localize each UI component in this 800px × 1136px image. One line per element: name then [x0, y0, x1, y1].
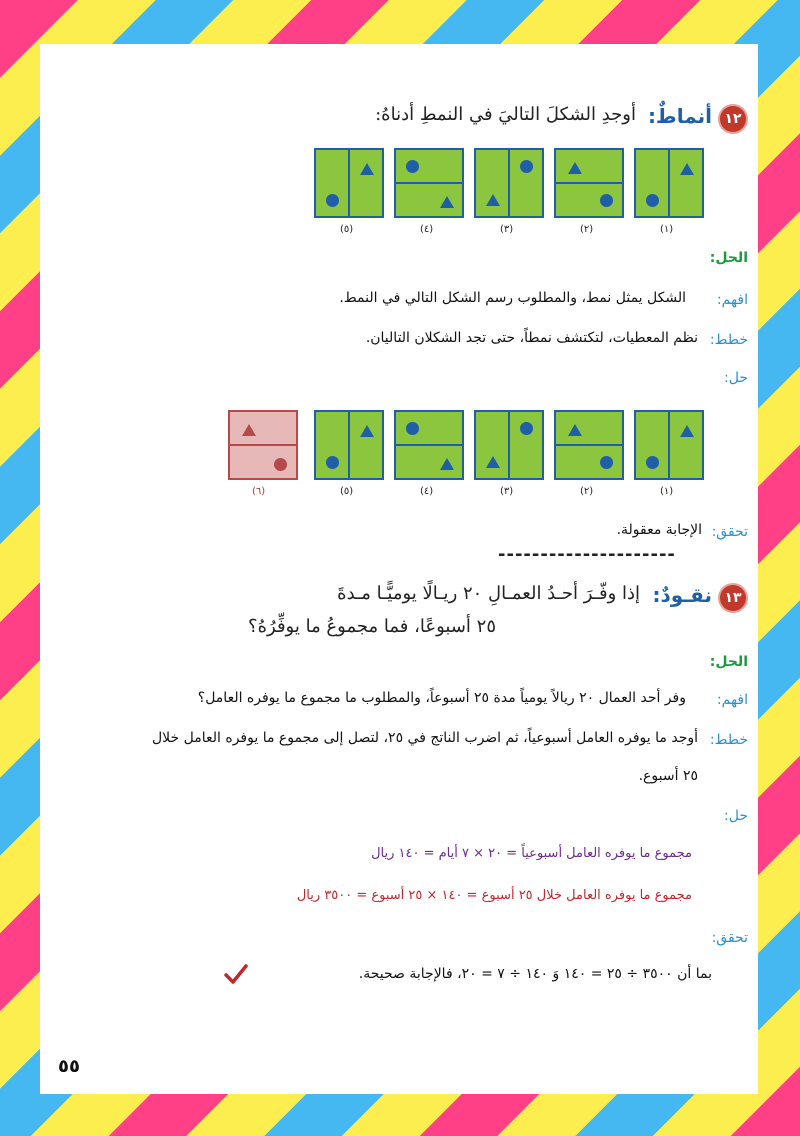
q12-plan-label: خطط: [709, 332, 748, 348]
q12-check-text: الإجابة معقولة. [616, 522, 702, 538]
pattern-label-1: (١) [660, 224, 674, 235]
question-12-text: أوجدِ الشكلَ التاليَ في النمطِ أدناهُ: [375, 104, 636, 125]
pattern-shape-2 [554, 148, 624, 218]
answer-label-4: (٤) [420, 486, 434, 497]
answer-shape-1 [634, 410, 704, 480]
question-13-text-line1: إذا وفّـرَ أحـدُ العمـالِ ٢٠ ريـالًا يوميًّـا مـدةَ [337, 583, 640, 604]
answer-shape-5 [314, 410, 384, 480]
q12-solve-label: حل: [724, 370, 748, 386]
q12-solution-label: الحل: [709, 250, 748, 266]
q13-check-text: بما أن ٣٥٠٠ ÷ ٢٥ = ١٤٠ وَ ١٤٠ ÷ ٧ = ٢٠، فالإجابة صحيحة. [358, 966, 712, 982]
answer-label-2: (٢) [580, 486, 594, 497]
q13-understand-label: افهم: [716, 692, 748, 708]
pattern-shape-5 [314, 148, 384, 218]
pattern-shape-4 [394, 148, 464, 218]
answer-shape-3 [474, 410, 544, 480]
q12-plan-text: نظم المعطيات، لتكتشف نمطاً، حتى تجد الشكلان التاليان. [365, 330, 698, 346]
question-12-number: ١٢ [720, 106, 746, 132]
answer-label-6: (٦) [252, 486, 266, 497]
answer-shape-6 [228, 410, 298, 480]
pattern-label-5: (٥) [340, 224, 354, 235]
question-13-number: ١٣ [720, 585, 746, 611]
question-12-title: أنماطٌ: [647, 104, 712, 128]
q13-plan-text-line1: أوجد ما يوفره العامل أسبوعياً، ثم اضرب الناتج في ٢٥، لتصل إلى مجموع ما يوفره العامل خلال [152, 730, 698, 746]
q13-plan-text-line2: ٢٥ أسبوع. [638, 768, 698, 784]
pattern-label-3: (٣) [500, 224, 514, 235]
q13-plan-label: خطط: [709, 732, 748, 748]
q13-equation-weekly: مجموع ما يوفره العامل أسبوعياً = ٢٠ × ٧ أيام = ١٤٠ ريال [371, 846, 692, 861]
q12-understand-label: افهم: [716, 292, 748, 308]
question-13-text-line2: ٢٥ أسبوعًا، فما مجموعُ ما يوفِّرُهُ؟ [248, 616, 496, 637]
checkmark-icon [224, 964, 248, 988]
section-divider: --------------------- [498, 544, 676, 565]
question-13-title: نقـودٌ: [652, 583, 712, 607]
answer-label-5: (٥) [340, 486, 354, 497]
pattern-shape-1 [634, 148, 704, 218]
pattern-shape-3 [474, 148, 544, 218]
q12-check-label: تحقق: [711, 524, 748, 540]
q13-understand-text: وفر أحد العمال ٢٠ ريالاً يومياً مدة ٢٥ أسبوعاً، والمطلوب ما مجموع ما يوفره العامل؟ [197, 690, 686, 706]
q12-understand-text: الشكل يمثل نمط، والمطلوب رسم الشكل التالي في النمط. [339, 290, 686, 306]
q13-check-label: تحقق: [711, 930, 748, 946]
page-sheet [40, 44, 758, 1094]
pattern-label-2: (٢) [580, 224, 594, 235]
pattern-label-4: (٤) [420, 224, 434, 235]
answer-label-1: (١) [660, 486, 674, 497]
q13-equation-total: مجموع ما يوفره العامل خلال ٢٥ أسبوع = ١٤٠ × ٢٥ أسبوع = ٣٥٠٠ ريال [296, 888, 692, 903]
answer-shape-4 [394, 410, 464, 480]
answer-shape-2 [554, 410, 624, 480]
page-number: ٥٥ [58, 1056, 80, 1077]
answer-label-3: (٣) [500, 486, 514, 497]
q13-solution-label: الحل: [709, 654, 748, 670]
q13-solve-label: حل: [724, 808, 748, 824]
